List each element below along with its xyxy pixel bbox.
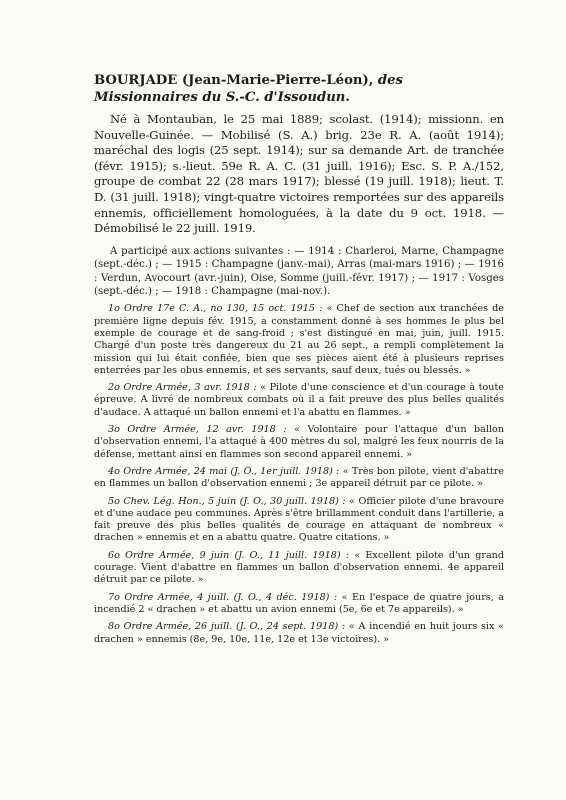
- citation-text: « A incendié en huit jours six « drachen » ennemis (8e, 9e, 10e, 11e, 12e et 13e victoires). »: [94, 621, 504, 645]
- citation-ref: 2o Ordre Armée, 3 avr. 1918 :: [108, 382, 257, 394]
- citation-8: [94, 621, 504, 646]
- citation-ref: 3o Ordre Armée, 12 avr. 1918 :: [108, 424, 287, 436]
- citation-ref: 1o Ordre 17e C. A., no 130, 15 oct. 1915 :: [108, 303, 323, 315]
- citation-ref: 8o Ordre Armée, 26 juill. (J. O., 24 sept. 1918) :: [108, 621, 346, 633]
- citation-ref: 4o Ordre Armée, 24 mai (J. O., 1er juill. 1918) :: [108, 465, 340, 477]
- citation-7: [94, 592, 504, 617]
- person-name: BOURJADE (Jean-Marie-Pierre-Léon),: [94, 73, 374, 88]
- citation-2: [94, 382, 504, 419]
- biography-header: [94, 72, 504, 106]
- biography-column: [94, 72, 504, 646]
- participation-text: A participé aux actions suivantes : — 1914 : Charleroi, Marne, Champagne (sept.-déc.) ; — 1915 : Champagne (janv.-mai), Arras (mai-mars 1916) ; — 1916 : Verdun, Avocourt (avr.-juin), Oise, Somme (juill.-févr. 1917) ; — 1917 : Vosges (sept.-déc.) ; — 1918 : Champagne (mai-nov.).: [94, 245, 504, 297]
- citation-text: « Très bon pilote, vient d'abattre en flammes un ballon d'observation ennemi ; 3e appareil détruit par ce pilote. »: [94, 465, 504, 490]
- citation-5: [94, 496, 504, 545]
- citation-text: « Pilote d'une conscience et d'un courage à toute épreuve. A livré de nombreux combats où il a fait preuve des plus belles qualités d'audace. A attaqué un ballon ennemi et l'a abattu en flammes. »: [94, 382, 504, 418]
- citation-1: [94, 303, 504, 377]
- citation-3: [94, 424, 504, 461]
- citation-text: « En l'espace de quatre jours, a incendié 2 « drachen » et abattu un avion ennemi (5e, 6e et 7e appareils). »: [94, 591, 504, 615]
- biography-text: Né à Montauban, le 25 mai 1889; scolast. (1914); missionn. en Nouvelle-Guinée. — Mobilisé (S. A.) brig. 23e R. A. (août 1914); maréchal des logis (25 sept. 1914); sur sa demande Art. de tranchée (févr. 1915); s.-lieut. 59e R. A. C. (31 juill. 1916); Esc. S. P. A./152, groupe de combat 22 (28 mars 1917); blessé (19 juill. 1918); lieut. T. D. (31 juill. 1918); vingt-quatre victoires remportées sur des appareils ennemis, officiellement homologuées, à la date du 9 oct. 1918. — Démobilisé le 22 juill. 1919.: [94, 112, 504, 236]
- citation-6: [94, 550, 504, 587]
- citation-ref: 6o Ordre Armée, 9 juin (J. O., 11 juill. 1918) :: [108, 549, 350, 561]
- citation-ref: 5o Chev. Lég. Hon., 5 juin (J. O., 30 juill. 1918) :: [108, 495, 346, 507]
- citation-4: [94, 466, 504, 491]
- citation-text: « Chef de section aux tranchées de première ligne depuis fév. 1915, a constamment donné à ses hommes le plus bel exemple de courage et de sang-froid ; s'est distingué en mai, juin, juill. 1915. Chargé d'un poste très dangereux du 21 au 26 sept., a rempli complètement la mission qui lui était confiée, bien que ses pièces aient été à plusieurs reprises enterrées par les obus ennemis, et ses servants, sauf deux, tués ou blessés. »: [94, 303, 504, 376]
- citation-text: « Officier pilote d'une bravoure et d'une audace peu communes. Après s'être brillamment conduit dans l'artillerie, a fait preuve des plus belles qualités de courage en attaquant de nombreux « drachen » ennemis et en a abattu quatre. Quatre citations. »: [94, 495, 504, 544]
- religious-order: des Missionnaires du S.-C. d'Issoudun.: [94, 73, 403, 105]
- citation-ref: 7o Ordre Armée, 4 juill. (J. O., 4 déc. 1918) :: [108, 591, 338, 603]
- citation-text: « Volontaire pour l'attaque d'un ballon d'observation ennemi, l'a attaqué à 400 mètres du sol, malgré les feux nourris de la défense, mettant ainsi en flammes son second appareil ennemi. »: [94, 424, 504, 460]
- citation-text: « Excellent pilote d'un grand courage. Vient d'abattre en flammes un ballon d'observation ennemi. 4e appareil détruit par ce pilote. »: [94, 549, 504, 586]
